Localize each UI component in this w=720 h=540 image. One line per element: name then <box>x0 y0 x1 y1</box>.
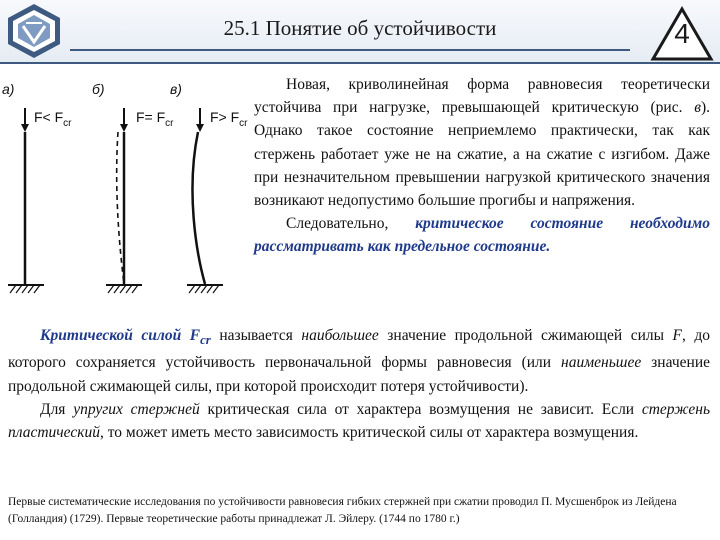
slide-number: 4 <box>674 18 690 49</box>
paragraph-new-form: Новая, криволинейная форма равновесия теоретически устойчива при нагрузке, превышающей критическую (рис. в). Однако такое состояние неприемлемо практически, так как стержень работает уже не на сжатие, а на сжатие с изгибом. Даже при незначительном превышении нагрузкой критического значения возникают недопустимо большие прогибы и напряжения. <box>254 76 710 210</box>
condition-c: $F> F_{cr}$ <box>210 109 248 129</box>
condition-a: $F< F_{cr}$ <box>34 109 72 129</box>
header-divider <box>70 49 630 51</box>
footnote: Первые систематические исследования по устойчивости равновесия гибких стержней при сжатии проводил П. Мусшенброк из Лейдена (Голландия) (1729). Первые теоретические работы принадлежат Л. Эйлеру. (1744 по 1780 г.) <box>8 496 677 525</box>
full-width-text-block <box>8 324 710 444</box>
column-b <box>106 108 142 293</box>
figure-label-a: а) <box>2 81 15 97</box>
column-a <box>8 108 44 293</box>
condition-b: $F= F_{cr}$ <box>136 109 174 129</box>
column-buckling-figure <box>0 72 260 312</box>
paragraph-critical-force: Критической силой $F_{cr}$ называется наибольшее значение продольной сжимающей силы F, до которого сохраняется устойчивость первоначальной формы равновесия (или наименьшее значение продольной сжимающей силы, при которой происходит потеря устойчивости). <box>8 327 711 395</box>
figure-label-b: б) <box>92 81 105 97</box>
paragraph-critical-state: Следовательно, критическое состояние необходимо рассматривать как предельное состояние. <box>254 215 710 256</box>
paragraph-elastic-rods: Для упругих стержней критическая сила от характера возмущения не зависит. Если стержень пластический, то может иметь место зависимость критической силы от характера возмущения. <box>8 400 710 441</box>
slide-title: 25.1 Понятие об устойчивости <box>223 16 497 40</box>
right-text-block <box>254 73 710 259</box>
university-logo-icon <box>4 2 64 60</box>
figure-label-c: в) <box>170 81 182 97</box>
column-c <box>187 108 223 293</box>
